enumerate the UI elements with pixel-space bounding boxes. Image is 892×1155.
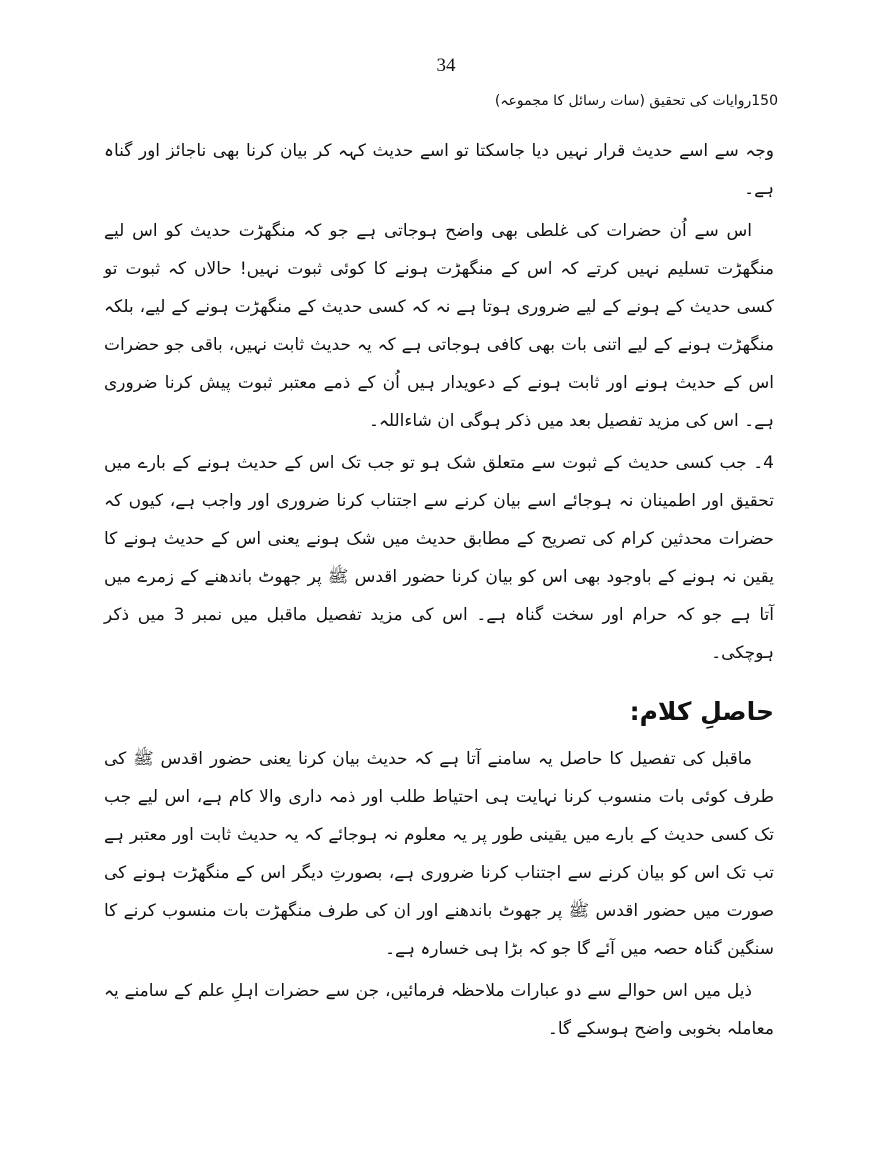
section-heading: حاصلِ کلام: [629,697,774,726]
paragraph-summary: ماقبل کی تفصیل کا حاصل یہ سامنے آتا ہے کہ حدیث بیان کرنا یعنی حضور اقدس ﷺ کی طرف کوئی بات منسوب کرنا نہایت ہی احتیاط طلب اور ذمہ داری والا کام ہے، اس لیے جب تک کسی حدیث کے بارے میں یقینی طور پر یہ معلوم نہ ہوجائے کہ یہ حدیث ثابت اور معتبر ہے تب تک اس کو بیان کرنے سے اجتناب کرنا ضروری ہے، بصورتِ دیگر اس کے منگھڑت ہونے کی صورت میں حضور اقدس ﷺ پر جھوٹ باندھنے اور ان کی طرف منگھڑت بات منسوب کرنے کا سنگین گناہ حصہ میں آئے گا جو کہ بڑا ہی خسارہ ہے۔ [104,749,774,959]
page-number: 34 [436,55,456,76]
paragraph-continuation: وجہ سے اسے حدیث قرار نہیں دیا جاسکتا تو اسے حدیث کہہ کر بیان کرنا بھی ناجائز اور گناہ ہے۔ [104,141,774,199]
paragraph-references-intro: ذیل میں اس حوالے سے دو عبارات ملاحظہ فرمائیں، جن سے حضرات اہلِ علم کے سامنے یہ معاملہ بخوبی واضح ہوسکے گا۔ [104,981,774,1039]
paragraph-mangharat-hadith: اس سے اُن حضرات کی غلطی بھی واضح ہوجاتی ہے جو کہ منگھڑت حدیث کو اس لیے منگھڑت تسلیم نہیں کرتے کہ اس کے منگھڑت ہونے کا کوئی ثبوت نہیں! حالاں کہ ثبوت تو کسی حدیث کے ہونے کے لیے ضروری ہوتا ہے نہ کہ کسی حدیث کے منگھڑت ہونے کے لیے، بلکہ منگھڑت ہونے کے لیے اتنی بات بھی کافی ہوجاتی ہے کہ یہ حدیث ثابت نہیں، باقی جو حضرات اس کے حدیث ہونے اور ثابت ہونے کے دعویدار ہیں اُن کے ذمے معتبر ثبوت پیش کرنا ضروری ہے۔ اس کی مزید تفصیل بعد میں ذکر ہوگی ان شاءاللہ۔ [104,221,774,431]
paragraph-point-4: 4۔ جب کسی حدیث کے ثبوت سے متعلق شک ہو تو جب تک اس کے حدیث ہونے کے بارے میں تحقیق اور اطمینان نہ ہوجائے اسے بیان کرنے سے اجتناب کرنا ضروری اور واجب ہے، کیوں کہ حضرات محدثین کرام کی تصریح کے مطابق حدیث میں شک ہونے یعنی اس کے حدیث ہونے کا یقین نہ ہونے کے باوجود بھی اس کو بیان کرنا حضور اقدس ﷺ پر جھوٹ باندھنے کے زمرے میں آتا ہے جو کہ حرام اور سخت گناہ ہے۔ اس کی مزید تفصیل ماقبل میں نمبر 3 میں ذکر ہوچکی۔ [104,453,775,663]
page-content [104,132,774,1052]
running-header: 150روایات کی تحقیق (سات رسائل کا مجموعہ) [494,93,778,109]
